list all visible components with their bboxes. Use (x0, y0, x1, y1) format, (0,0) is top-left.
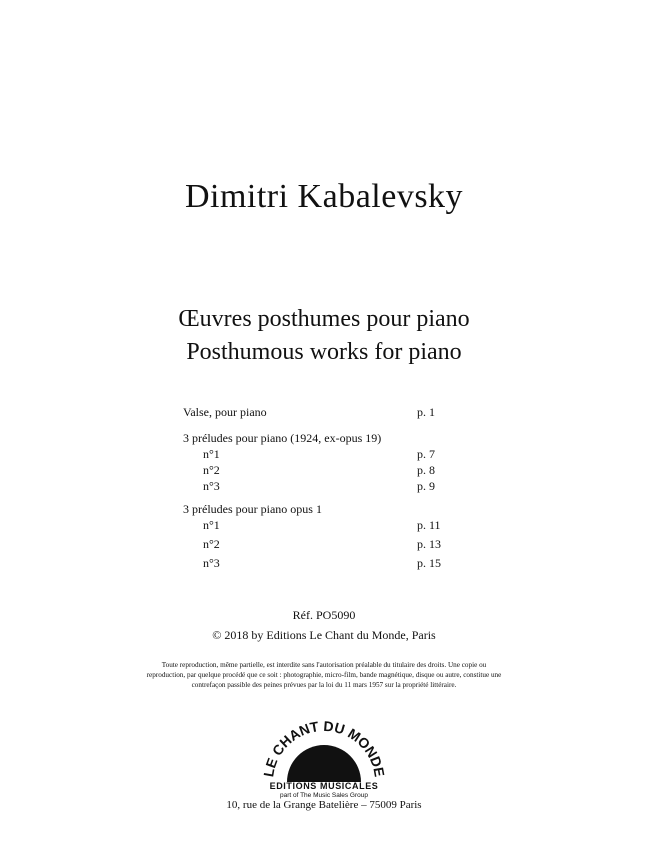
title-french: Œuvres posthumes pour piano (178, 306, 470, 332)
legal-line: Toute reproduction, même partielle, est interdite sans l'autorisation préalable du titulaire des droits. Une copie ou (161, 661, 487, 669)
toc-item-label: n°3 (203, 479, 220, 493)
legal-notice (108, 660, 540, 690)
toc-item-label: n°3 (203, 556, 220, 570)
toc-page-valse: p. 1 (417, 405, 435, 419)
toc-item-label: n°1 (203, 518, 220, 532)
toc-entry-valse: Valse, pour piano (183, 405, 267, 419)
toc-item-label: n°1 (203, 447, 220, 461)
legal-line: contrefaçon passible des peines prévues par la loi du 11 mars 1957 sur la propriété littéraire. (191, 681, 457, 689)
logo-music-sales-group: part of The Music Sales Group (279, 792, 369, 799)
toc-item-page: p. 15 (417, 556, 441, 570)
toc-item-page: p. 9 (417, 479, 435, 493)
logo-editions-musicales: EDITIONS MUSICALES (269, 781, 379, 791)
toc-item-page: p. 8 (417, 463, 435, 477)
legal-line: reproduction, par quelque procédé que ce soit : photographie, micro-film, bande magnétique, disque ou autre, constitue une (146, 671, 502, 679)
logo-arc-text: LE CHANT DU MONDE (260, 717, 388, 779)
publisher-address: 10, rue de la Grange Batelière – 75009 Paris (226, 799, 422, 811)
toc-item-page: p. 13 (417, 537, 441, 551)
toc-heading-group2: 3 préludes pour piano opus 1 (183, 502, 322, 516)
toc-item-label: n°2 (203, 537, 220, 551)
toc-item-page: p. 11 (417, 518, 441, 532)
title-english: Posthumous works for piano (186, 339, 462, 365)
reference-number: Réf. PO5090 (292, 608, 356, 622)
copyright-notice: © 2018 by Editions Le Chant du Monde, Paris (212, 628, 436, 642)
toc-heading-group1: 3 préludes pour piano (1924, ex-opus 19) (183, 431, 382, 445)
toc-item-page: p. 7 (417, 447, 435, 461)
composer-name: Dimitri Kabalevsky (184, 178, 464, 215)
publisher-logo (259, 704, 389, 790)
toc-item-label: n°2 (203, 463, 220, 477)
